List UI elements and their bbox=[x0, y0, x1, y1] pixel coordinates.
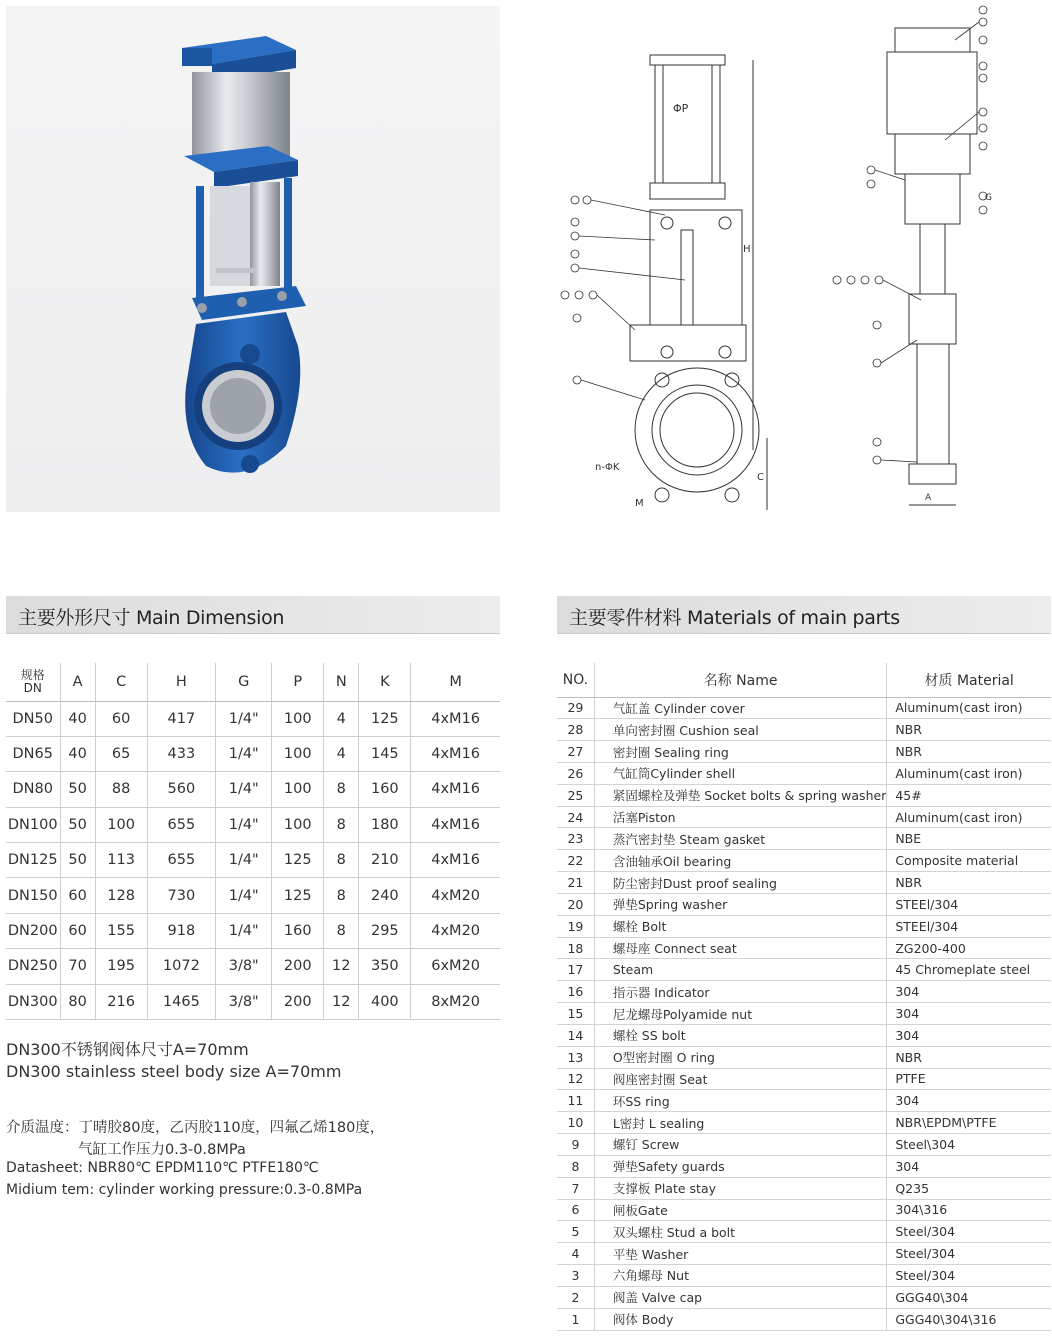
part-name-cell: 气缸筒Cylinder shell bbox=[594, 762, 887, 784]
table-row bbox=[6, 878, 500, 913]
part-name-cell: 气缸盖 Cylinder cover bbox=[594, 697, 887, 719]
dim-m-label: M bbox=[635, 498, 644, 509]
part-name-cell: 活塞Piston bbox=[594, 806, 887, 828]
table-row bbox=[557, 1112, 1051, 1134]
part-material-cell: NBR bbox=[887, 872, 1051, 894]
dimension-value-cell: 80 bbox=[60, 984, 95, 1019]
note-pressure: Midium tem: cylinder working pressure:0.3-0.8MPa bbox=[6, 1182, 363, 1198]
part-material-cell: 304 bbox=[887, 1090, 1051, 1112]
dimension-spec-cell: DN50 bbox=[6, 701, 60, 736]
part-name-cell: 闸板Gate bbox=[594, 1199, 887, 1221]
dimension-value-cell: 1/4" bbox=[216, 772, 272, 807]
part-name-cell: 六角螺母 Nut bbox=[594, 1265, 887, 1287]
part-material-cell: GGG40\304 bbox=[887, 1286, 1051, 1308]
dimension-value-cell: 195 bbox=[95, 949, 147, 984]
part-number-cell: 28 bbox=[557, 719, 594, 741]
header-col: G bbox=[216, 663, 272, 701]
part-number-cell: 5 bbox=[557, 1221, 594, 1243]
dimension-value-cell: 100 bbox=[272, 807, 324, 842]
table-row bbox=[557, 1265, 1051, 1287]
dim-g-label: G bbox=[985, 193, 992, 203]
table-row bbox=[557, 915, 1051, 937]
dimension-value-cell: 8 bbox=[324, 913, 359, 948]
part-material-cell: ZG200-400 bbox=[887, 937, 1051, 959]
header-no: NO. bbox=[557, 663, 594, 697]
materials-header: 主要零件材料 Materials of main parts bbox=[557, 596, 1051, 634]
table-row bbox=[6, 913, 500, 948]
part-name-cell: 环SS ring bbox=[594, 1090, 887, 1112]
dimension-value-cell: 113 bbox=[95, 843, 147, 878]
part-name-cell: L密封 L sealing bbox=[594, 1112, 887, 1134]
part-number-cell: 12 bbox=[557, 1068, 594, 1090]
part-number-cell: 18 bbox=[557, 937, 594, 959]
header-col: P bbox=[272, 663, 324, 701]
header-spec bbox=[6, 663, 60, 701]
dimension-value-cell: 4xM16 bbox=[411, 843, 500, 878]
part-name-cell: 平垫 Washer bbox=[594, 1243, 887, 1265]
dimension-value-cell: 100 bbox=[272, 701, 324, 736]
front-view-drawing bbox=[555, 40, 780, 520]
table-row bbox=[557, 1177, 1051, 1199]
table-row bbox=[557, 850, 1051, 872]
part-material-cell: Aluminum(cast iron) bbox=[887, 762, 1051, 784]
table-row bbox=[557, 937, 1051, 959]
part-number-cell: 2 bbox=[557, 1286, 594, 1308]
table-row bbox=[557, 1134, 1051, 1156]
part-material-cell: 45# bbox=[887, 784, 1051, 806]
header-col: H bbox=[147, 663, 216, 701]
dimension-value-cell: 125 bbox=[359, 701, 411, 736]
dimension-value-cell: 655 bbox=[147, 843, 216, 878]
part-number-cell: 8 bbox=[557, 1155, 594, 1177]
part-material-cell: Q235 bbox=[887, 1177, 1051, 1199]
table-row bbox=[557, 741, 1051, 763]
dimension-value-cell: 65 bbox=[95, 736, 147, 771]
table-row bbox=[557, 828, 1051, 850]
table-row bbox=[557, 719, 1051, 741]
materials-table bbox=[557, 663, 1051, 1331]
part-material-cell: Steel/304 bbox=[887, 1243, 1051, 1265]
dimension-value-cell: 145 bbox=[359, 736, 411, 771]
dimension-value-cell: 8 bbox=[324, 843, 359, 878]
table-row bbox=[557, 762, 1051, 784]
part-material-cell: 45 Chromeplate steel bbox=[887, 959, 1051, 981]
table-row bbox=[557, 1286, 1051, 1308]
dimension-value-cell: 50 bbox=[60, 843, 95, 878]
table-row bbox=[557, 1199, 1051, 1221]
part-name-cell: 单向密封圈 Cushion seal bbox=[594, 719, 887, 741]
table-row bbox=[557, 1003, 1051, 1025]
dimension-value-cell: 216 bbox=[95, 984, 147, 1019]
part-number-cell: 9 bbox=[557, 1134, 594, 1156]
part-number-cell: 11 bbox=[557, 1090, 594, 1112]
dimension-value-cell: 60 bbox=[95, 701, 147, 736]
part-material-cell: Aluminum(cast iron) bbox=[887, 697, 1051, 719]
part-material-cell: STEEl/304 bbox=[887, 915, 1051, 937]
note-datasheet: Datasheet: NBR80℃ EPDM110℃ PTFE180℃ bbox=[6, 1160, 319, 1176]
dimension-value-cell: 200 bbox=[272, 949, 324, 984]
part-material-cell: Composite material bbox=[887, 850, 1051, 872]
note-body-cn: DN300不锈钢阀体尺寸A=70mm bbox=[6, 1040, 249, 1059]
table-row bbox=[557, 806, 1051, 828]
dimension-value-cell: 8 bbox=[324, 807, 359, 842]
table-row bbox=[6, 736, 500, 771]
dimension-value-cell: 70 bbox=[60, 949, 95, 984]
dimension-value-cell: 160 bbox=[272, 913, 324, 948]
table-row bbox=[557, 1090, 1051, 1112]
dimension-value-cell: 4 bbox=[324, 701, 359, 736]
table-row bbox=[557, 872, 1051, 894]
part-number-cell: 14 bbox=[557, 1024, 594, 1046]
dimension-value-cell: 3/8" bbox=[216, 949, 272, 984]
dimension-value-cell: 50 bbox=[60, 772, 95, 807]
part-number-cell: 4 bbox=[557, 1243, 594, 1265]
dimension-value-cell: 730 bbox=[147, 878, 216, 913]
table-row bbox=[557, 959, 1051, 981]
main-dimension-header: 主要外形尺寸 Main Dimension bbox=[6, 596, 500, 634]
part-number-cell: 19 bbox=[557, 915, 594, 937]
part-material-cell: 304\316 bbox=[887, 1199, 1051, 1221]
dimension-value-cell: 655 bbox=[147, 807, 216, 842]
dimension-value-cell: 128 bbox=[95, 878, 147, 913]
part-number-cell: 21 bbox=[557, 872, 594, 894]
note-body-en: DN300 stainless steel body size A=70mm bbox=[6, 1062, 342, 1081]
part-name-cell: 螺栓 Bolt bbox=[594, 915, 887, 937]
dimension-value-cell: 125 bbox=[272, 878, 324, 913]
dimension-spec-cell: DN65 bbox=[6, 736, 60, 771]
dimension-value-cell: 1/4" bbox=[216, 701, 272, 736]
dimension-value-cell: 1072 bbox=[147, 949, 216, 984]
part-material-cell: STEEl/304 bbox=[887, 893, 1051, 915]
dimension-value-cell: 1465 bbox=[147, 984, 216, 1019]
dimension-value-cell: 180 bbox=[359, 807, 411, 842]
dimension-value-cell: 560 bbox=[147, 772, 216, 807]
part-name-cell: 紧固螺栓及弹垫 Socket bolts & spring washer bbox=[594, 784, 887, 806]
dimension-value-cell: 4 bbox=[324, 736, 359, 771]
header-spec-en: DN bbox=[23, 680, 42, 695]
part-name-cell: 尼龙螺母Polyamide nut bbox=[594, 1003, 887, 1025]
dimension-value-cell: 3/8" bbox=[216, 984, 272, 1019]
product-photo bbox=[6, 6, 500, 512]
part-number-cell: 20 bbox=[557, 893, 594, 915]
dimension-value-cell: 295 bbox=[359, 913, 411, 948]
part-name-cell: 指示器 Indicator bbox=[594, 981, 887, 1003]
table-row bbox=[6, 807, 500, 842]
header-spec-cn: 规格 bbox=[20, 667, 45, 682]
dimension-value-cell: 8 bbox=[324, 878, 359, 913]
dimension-value-cell: 1/4" bbox=[216, 878, 272, 913]
dimension-spec-cell: DN250 bbox=[6, 949, 60, 984]
dimension-spec-cell: DN300 bbox=[6, 984, 60, 1019]
dimension-value-cell: 40 bbox=[60, 701, 95, 736]
dimension-value-cell: 155 bbox=[95, 913, 147, 948]
header-col: A bbox=[60, 663, 95, 701]
part-material-cell: NBR bbox=[887, 741, 1051, 763]
dimension-spec-cell: DN125 bbox=[6, 843, 60, 878]
part-name-cell: 螺栓 SS bolt bbox=[594, 1024, 887, 1046]
table-row bbox=[557, 784, 1051, 806]
dim-k-label: n-ΦK bbox=[595, 462, 620, 473]
dimension-value-cell: 4xM20 bbox=[411, 878, 500, 913]
dimension-value-cell: 350 bbox=[359, 949, 411, 984]
dimension-value-cell: 4xM16 bbox=[411, 701, 500, 736]
dimension-value-cell: 40 bbox=[60, 736, 95, 771]
part-name-cell: 弹垫Safety guards bbox=[594, 1155, 887, 1177]
dimension-value-cell: 4xM16 bbox=[411, 807, 500, 842]
part-material-cell: Steel/304 bbox=[887, 1221, 1051, 1243]
part-number-cell: 16 bbox=[557, 981, 594, 1003]
part-material-cell: NBR bbox=[887, 719, 1051, 741]
dimension-value-cell: 100 bbox=[95, 807, 147, 842]
dimension-spec-cell: DN200 bbox=[6, 913, 60, 948]
part-material-cell: 304 bbox=[887, 981, 1051, 1003]
part-number-cell: 7 bbox=[557, 1177, 594, 1199]
dimension-table-header-row bbox=[6, 663, 500, 701]
part-name-cell: 支撑板 Plate stay bbox=[594, 1177, 887, 1199]
part-number-cell: 3 bbox=[557, 1265, 594, 1287]
part-number-cell: 27 bbox=[557, 741, 594, 763]
part-material-cell: 304 bbox=[887, 1003, 1051, 1025]
part-name-cell: 蒸汽密封垫 Steam gasket bbox=[594, 828, 887, 850]
dimension-value-cell: 1/4" bbox=[216, 807, 272, 842]
dimension-value-cell: 12 bbox=[324, 949, 359, 984]
dimension-value-cell: 8 bbox=[324, 772, 359, 807]
table-row bbox=[6, 843, 500, 878]
part-number-cell: 17 bbox=[557, 959, 594, 981]
part-number-cell: 6 bbox=[557, 1199, 594, 1221]
header-col: K bbox=[359, 663, 411, 701]
part-name-cell: 含油轴承Oil bearing bbox=[594, 850, 887, 872]
part-material-cell: GGG40\304\316 bbox=[887, 1308, 1051, 1330]
dimension-value-cell: 1/4" bbox=[216, 843, 272, 878]
dimension-value-cell: 1/4" bbox=[216, 913, 272, 948]
header-col: M bbox=[411, 663, 500, 701]
table-row bbox=[557, 697, 1051, 719]
dim-c-label: C bbox=[757, 472, 764, 483]
dimension-value-cell: 100 bbox=[272, 772, 324, 807]
table-row bbox=[6, 772, 500, 807]
dimension-value-cell: 240 bbox=[359, 878, 411, 913]
dimension-value-cell: 60 bbox=[60, 878, 95, 913]
part-number-cell: 13 bbox=[557, 1046, 594, 1068]
dimension-value-cell: 200 bbox=[272, 984, 324, 1019]
dimension-value-cell: 1/4" bbox=[216, 736, 272, 771]
dimension-value-cell: 6xM20 bbox=[411, 949, 500, 984]
part-material-cell: PTFE bbox=[887, 1068, 1051, 1090]
part-name-cell: 阀座密封圈 Seat bbox=[594, 1068, 887, 1090]
dimension-value-cell: 8xM20 bbox=[411, 984, 500, 1019]
part-material-cell: Steel/304 bbox=[887, 1265, 1051, 1287]
dim-h-label: H bbox=[743, 244, 751, 255]
part-number-cell: 22 bbox=[557, 850, 594, 872]
dimension-value-cell: 125 bbox=[272, 843, 324, 878]
part-material-cell: NBR bbox=[887, 1046, 1051, 1068]
header-material: 材质 Material bbox=[887, 663, 1051, 697]
dimension-value-cell: 60 bbox=[60, 913, 95, 948]
part-number-cell: 1 bbox=[557, 1308, 594, 1330]
table-row bbox=[557, 1024, 1051, 1046]
dimension-value-cell: 160 bbox=[359, 772, 411, 807]
part-material-cell: NBR\EPDM\PTFE bbox=[887, 1112, 1051, 1134]
table-row bbox=[557, 1243, 1051, 1265]
part-number-cell: 24 bbox=[557, 806, 594, 828]
table-row bbox=[557, 1155, 1051, 1177]
part-name-cell: 双头螺柱 Stud a bolt bbox=[594, 1221, 887, 1243]
table-row bbox=[6, 984, 500, 1019]
part-name-cell: 阀体 Body bbox=[594, 1308, 887, 1330]
table-row bbox=[6, 949, 500, 984]
part-name-cell: 防尘密封Dust proof sealing bbox=[594, 872, 887, 894]
table-row bbox=[557, 1308, 1051, 1330]
part-number-cell: 26 bbox=[557, 762, 594, 784]
note-medium-cn-2: 气缸工作压力0.3-0.8MPa bbox=[78, 1142, 246, 1158]
dimension-value-cell: 433 bbox=[147, 736, 216, 771]
dimension-value-cell: 12 bbox=[324, 984, 359, 1019]
header-name: 名称 Name bbox=[594, 663, 887, 697]
dimension-table bbox=[6, 663, 500, 1020]
part-number-cell: 15 bbox=[557, 1003, 594, 1025]
dim-a-label: A bbox=[925, 493, 932, 503]
table-row bbox=[557, 1068, 1051, 1090]
part-material-cell: 304 bbox=[887, 1024, 1051, 1046]
dimension-value-cell: 400 bbox=[359, 984, 411, 1019]
part-material-cell: Aluminum(cast iron) bbox=[887, 806, 1051, 828]
part-number-cell: 25 bbox=[557, 784, 594, 806]
dimension-value-cell: 417 bbox=[147, 701, 216, 736]
part-number-cell: 29 bbox=[557, 697, 594, 719]
part-name-cell: 螺钉 Screw bbox=[594, 1134, 887, 1156]
dimension-value-cell: 4xM20 bbox=[411, 913, 500, 948]
dimension-value-cell: 50 bbox=[60, 807, 95, 842]
header-col: N bbox=[324, 663, 359, 701]
dimension-value-cell: 4xM16 bbox=[411, 772, 500, 807]
dimension-spec-cell: DN150 bbox=[6, 878, 60, 913]
table-row bbox=[6, 701, 500, 736]
part-number-cell: 10 bbox=[557, 1112, 594, 1134]
part-number-cell: 23 bbox=[557, 828, 594, 850]
part-name-cell: 阀盖 Valve cap bbox=[594, 1286, 887, 1308]
part-name-cell: 弹垫Spring washer bbox=[594, 893, 887, 915]
table-row bbox=[557, 893, 1051, 915]
part-name-cell: O型密封圈 O ring bbox=[594, 1046, 887, 1068]
table-row bbox=[557, 1046, 1051, 1068]
dimension-spec-cell: DN100 bbox=[6, 807, 60, 842]
dimension-value-cell: 918 bbox=[147, 913, 216, 948]
note-medium-cn-1: 介质温度：丁晴胶80度，乙丙胶110度，四氟乙烯180度， bbox=[6, 1120, 385, 1136]
table-row bbox=[557, 1221, 1051, 1243]
part-name-cell: 密封圈 Sealing ring bbox=[594, 741, 887, 763]
part-material-cell: NBE bbox=[887, 828, 1051, 850]
dimension-spec-cell: DN80 bbox=[6, 772, 60, 807]
dimension-value-cell: 210 bbox=[359, 843, 411, 878]
materials-table-header-row bbox=[557, 663, 1051, 697]
dim-p-label: ΦP bbox=[673, 102, 689, 115]
table-row bbox=[557, 981, 1051, 1003]
dimension-value-cell: 88 bbox=[95, 772, 147, 807]
knife-gate-valve-image bbox=[6, 6, 500, 512]
dimension-value-cell: 100 bbox=[272, 736, 324, 771]
header-col: C bbox=[95, 663, 147, 701]
part-name-cell: Steam bbox=[594, 959, 887, 981]
part-name-cell: 螺母座 Connect seat bbox=[594, 937, 887, 959]
dimension-value-cell: 4xM16 bbox=[411, 736, 500, 771]
side-view-drawing bbox=[825, 0, 1045, 520]
part-material-cell: 304 bbox=[887, 1155, 1051, 1177]
part-material-cell: Steel\304 bbox=[887, 1134, 1051, 1156]
